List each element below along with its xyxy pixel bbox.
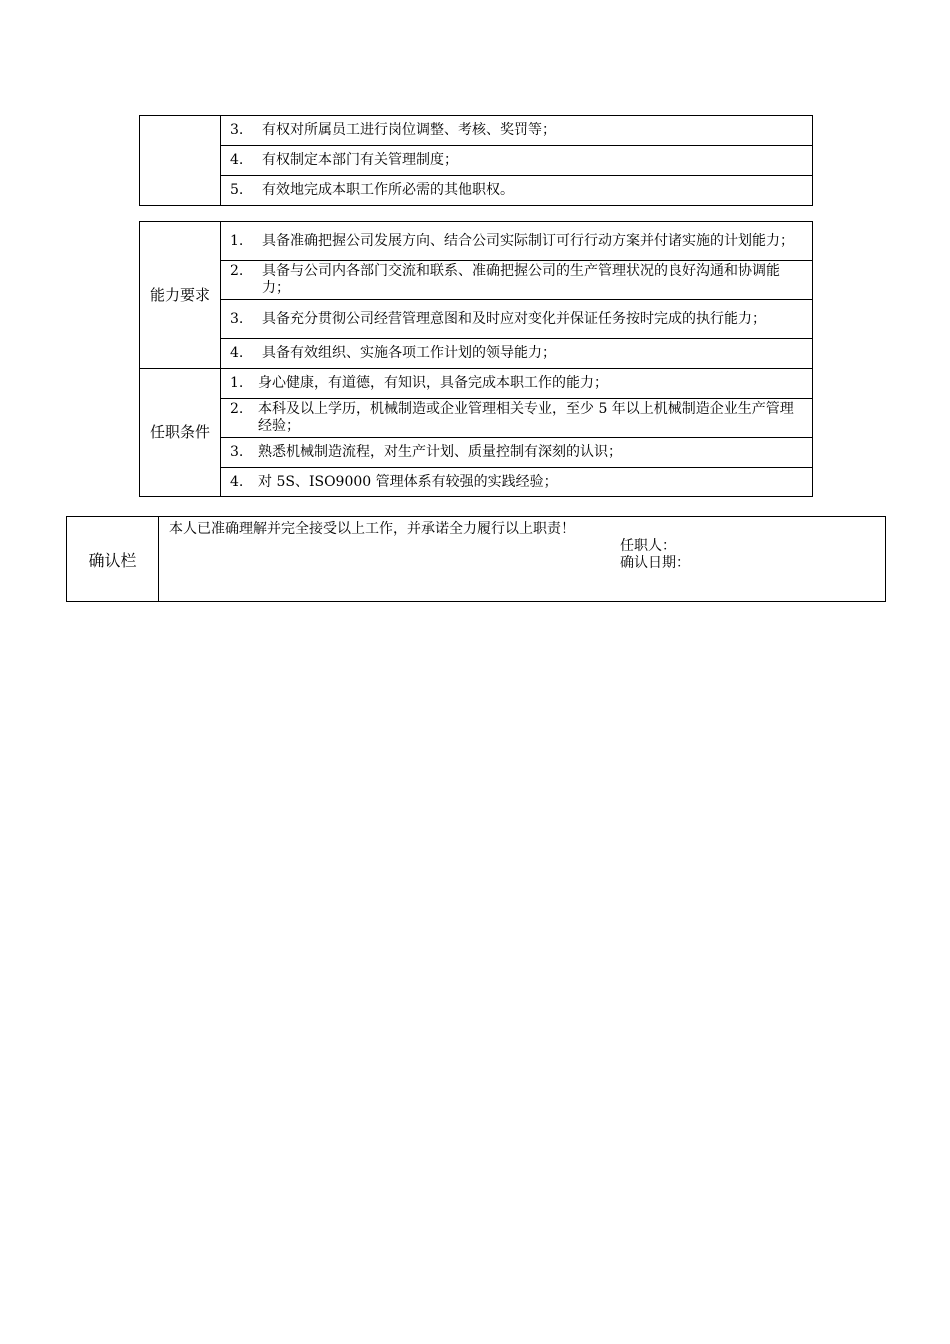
holder-signature-label: 任职人： (620, 538, 676, 554)
ability-item: 2. 具备与公司内各部门交流和联系、准确把握公司的生产管理状况的良好沟通和协调能力； (221, 261, 813, 300)
qualification-item: 2. 本科及以上学历，机械制造或企业管理相关专业，至少 5 年以上机械制造企业生产管理经验； (221, 399, 813, 438)
authority-label-cell (140, 116, 221, 206)
qualification-label: 任职条件 (140, 369, 221, 497)
ability-label: 能力要求 (140, 222, 221, 369)
authority-item: 5. 有效地完成本职工作所必需的其他职权。 (221, 176, 813, 206)
authority-item: 4. 有权制定本部门有关管理制度； (221, 146, 813, 176)
confirm-label: 确认栏 (67, 517, 159, 602)
qualification-item: 3. 熟悉机械制造流程，对生产计划、质量控制有深刻的认识； (221, 438, 813, 468)
confirm-date-label: 确认日期： (620, 555, 690, 571)
authority-item: 3. 有权对所属员工进行岗位调整、考核、奖罚等； (221, 116, 813, 146)
ability-item: 3. 具备充分贯彻公司经营管理意图和及时应对变化并保证任务按时完成的执行能力； (221, 300, 813, 339)
confirm-table (66, 516, 886, 602)
qualification-item: 4. 对 5S、ISO9000 管理体系有较强的实践经验； (221, 468, 813, 497)
requirements-table (139, 221, 813, 497)
ability-item: 1. 具备准确把握公司发展方向、结合公司实际制订可行行动方案并付诸实施的计划能力； (221, 222, 813, 261)
authority-table (139, 115, 813, 206)
ability-item: 4. 具备有效组织、实施各项工作计划的领导能力； (221, 339, 813, 369)
confirm-body (159, 517, 886, 602)
qualification-item: 1. 身心健康，有道德，有知识，具备完成本职工作的能力； (221, 369, 813, 399)
confirm-statement: 本人已准确理解并完全接受以上工作，并承诺全力履行以上职责！ (169, 521, 575, 537)
